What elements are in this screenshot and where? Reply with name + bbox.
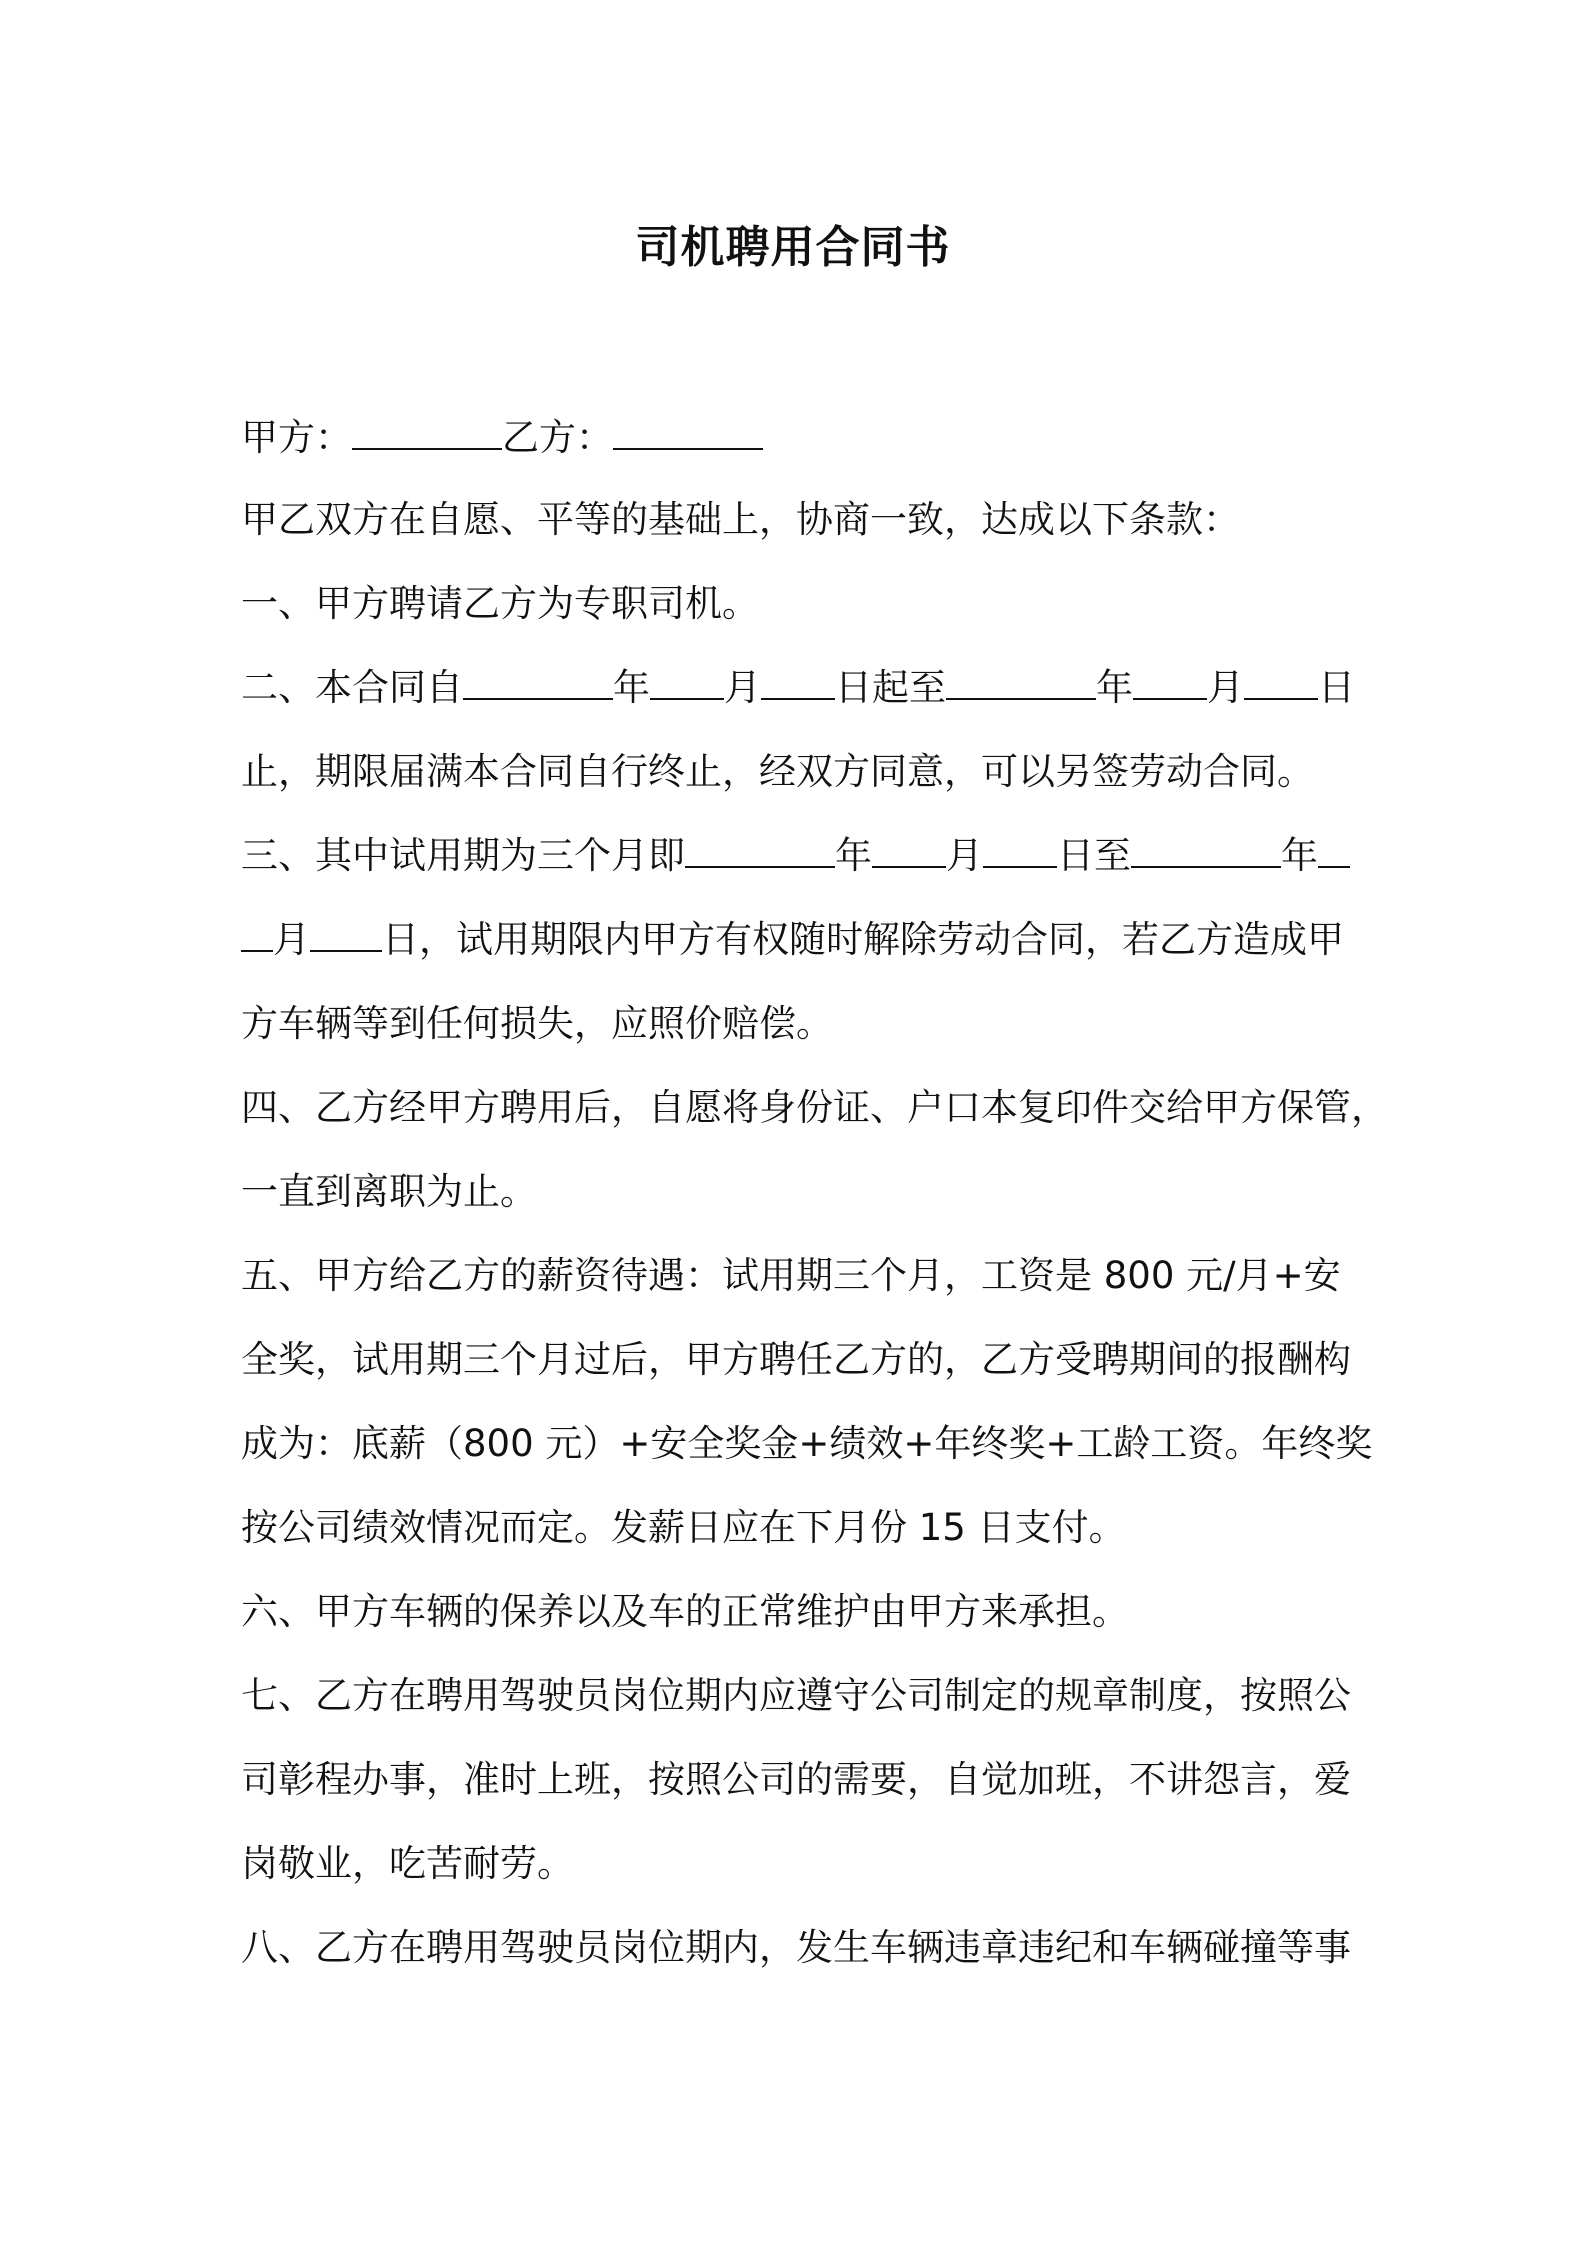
clause-3-year2: 年 [1281,834,1318,877]
clause-2-month2: 月 [1207,666,1244,709]
clause-6: 六、甲方车辆的保养以及车的正常维护由甲方来承担。 [241,1590,1129,1633]
clause-2-month1: 月 [724,666,761,709]
clause-2-line-2: 止，期限届满本合同自行终止，经双方同意，可以另签劳动合同。 [241,750,1314,793]
clause-2-line-1 [241,658,1355,718]
clause-2-day2: 日 [1318,666,1355,709]
blank-year [1131,826,1281,868]
clause-4-line-1: 四、乙方经甲方聘用后，自愿将身份证、户口本复印件交给甲方保管， [241,1086,1388,1129]
clause-5-line-1: 五、甲方给乙方的薪资待遇：试用期三个月，工资是 800 元/月+安 [241,1254,1341,1297]
party-a-blank [352,408,502,450]
blank-day [310,910,382,952]
clause-8-line-1: 八、乙方在聘用驾驶员岗位期内，发生车辆违章违纪和车辆碰撞等事 [241,1926,1351,1969]
document-title: 司机聘用合同书 [635,222,951,273]
party-b-label: 乙方： [502,416,613,459]
clause-5-line-4: 按公司绩效情况而定。发薪日应在下月份 15 日支付。 [241,1506,1126,1549]
blank-month [650,658,724,700]
clause-7-line-3: 岗敬业，吃苦耐劳。 [241,1842,574,1885]
intro-text: 甲乙双方在自愿、平等的基础上，协商一致，达成以下条款： [241,498,1240,541]
clause-7-line-1: 七、乙方在聘用驾驶员岗位期内应遵守公司制定的规章制度，按照公 [241,1674,1351,1717]
blank-day [983,826,1057,868]
clause-5-line-3: 成为：底薪（800 元）+安全奖金+绩效+年终奖+工龄工资。年终奖 [241,1422,1373,1465]
clause-3-line-1 [241,826,1350,886]
blank-month-part [241,910,273,952]
blank-year [685,826,835,868]
clause-3-month2: 月 [273,918,310,961]
clause-2-prefix: 二、本合同自 [241,666,463,709]
clause-3-year1: 年 [835,834,872,877]
clause-1: 一、甲方聘请乙方为专职司机。 [241,582,759,625]
parties-line [241,408,763,468]
clause-3-day1: 日至 [1057,834,1131,877]
party-a-label: 甲方： [241,416,352,459]
blank-month [872,826,946,868]
clause-3-line-2 [241,910,1344,970]
clause-3-line-3: 方车辆等到任何损失，应照价赔偿。 [241,1002,833,1045]
clause-3-prefix: 三、其中试用期为三个月即 [241,834,685,877]
clause-3-day2: 日，试用期限内甲方有权随时解除劳动合同，若乙方造成甲 [382,918,1344,961]
blank-day [1244,658,1318,700]
clause-2-year1: 年 [613,666,650,709]
clause-4-line-2: 一直到离职为止。 [241,1170,537,1213]
blank-year [463,658,613,700]
clause-2-day1: 日起至 [835,666,946,709]
clause-3-month1: 月 [946,834,983,877]
clause-7-line-2: 司彰程办事，准时上班，按照公司的需要，自觉加班，不讲怨言，爱 [241,1758,1351,1801]
blank-year [946,658,1096,700]
clause-5-line-2: 全奖，试用期三个月过后，甲方聘任乙方的，乙方受聘期间的报酬构 [241,1338,1351,1381]
party-b-blank [613,408,763,450]
blank-month [1133,658,1207,700]
blank-day [761,658,835,700]
blank-month-part [1318,826,1350,868]
clause-2-year2: 年 [1096,666,1133,709]
